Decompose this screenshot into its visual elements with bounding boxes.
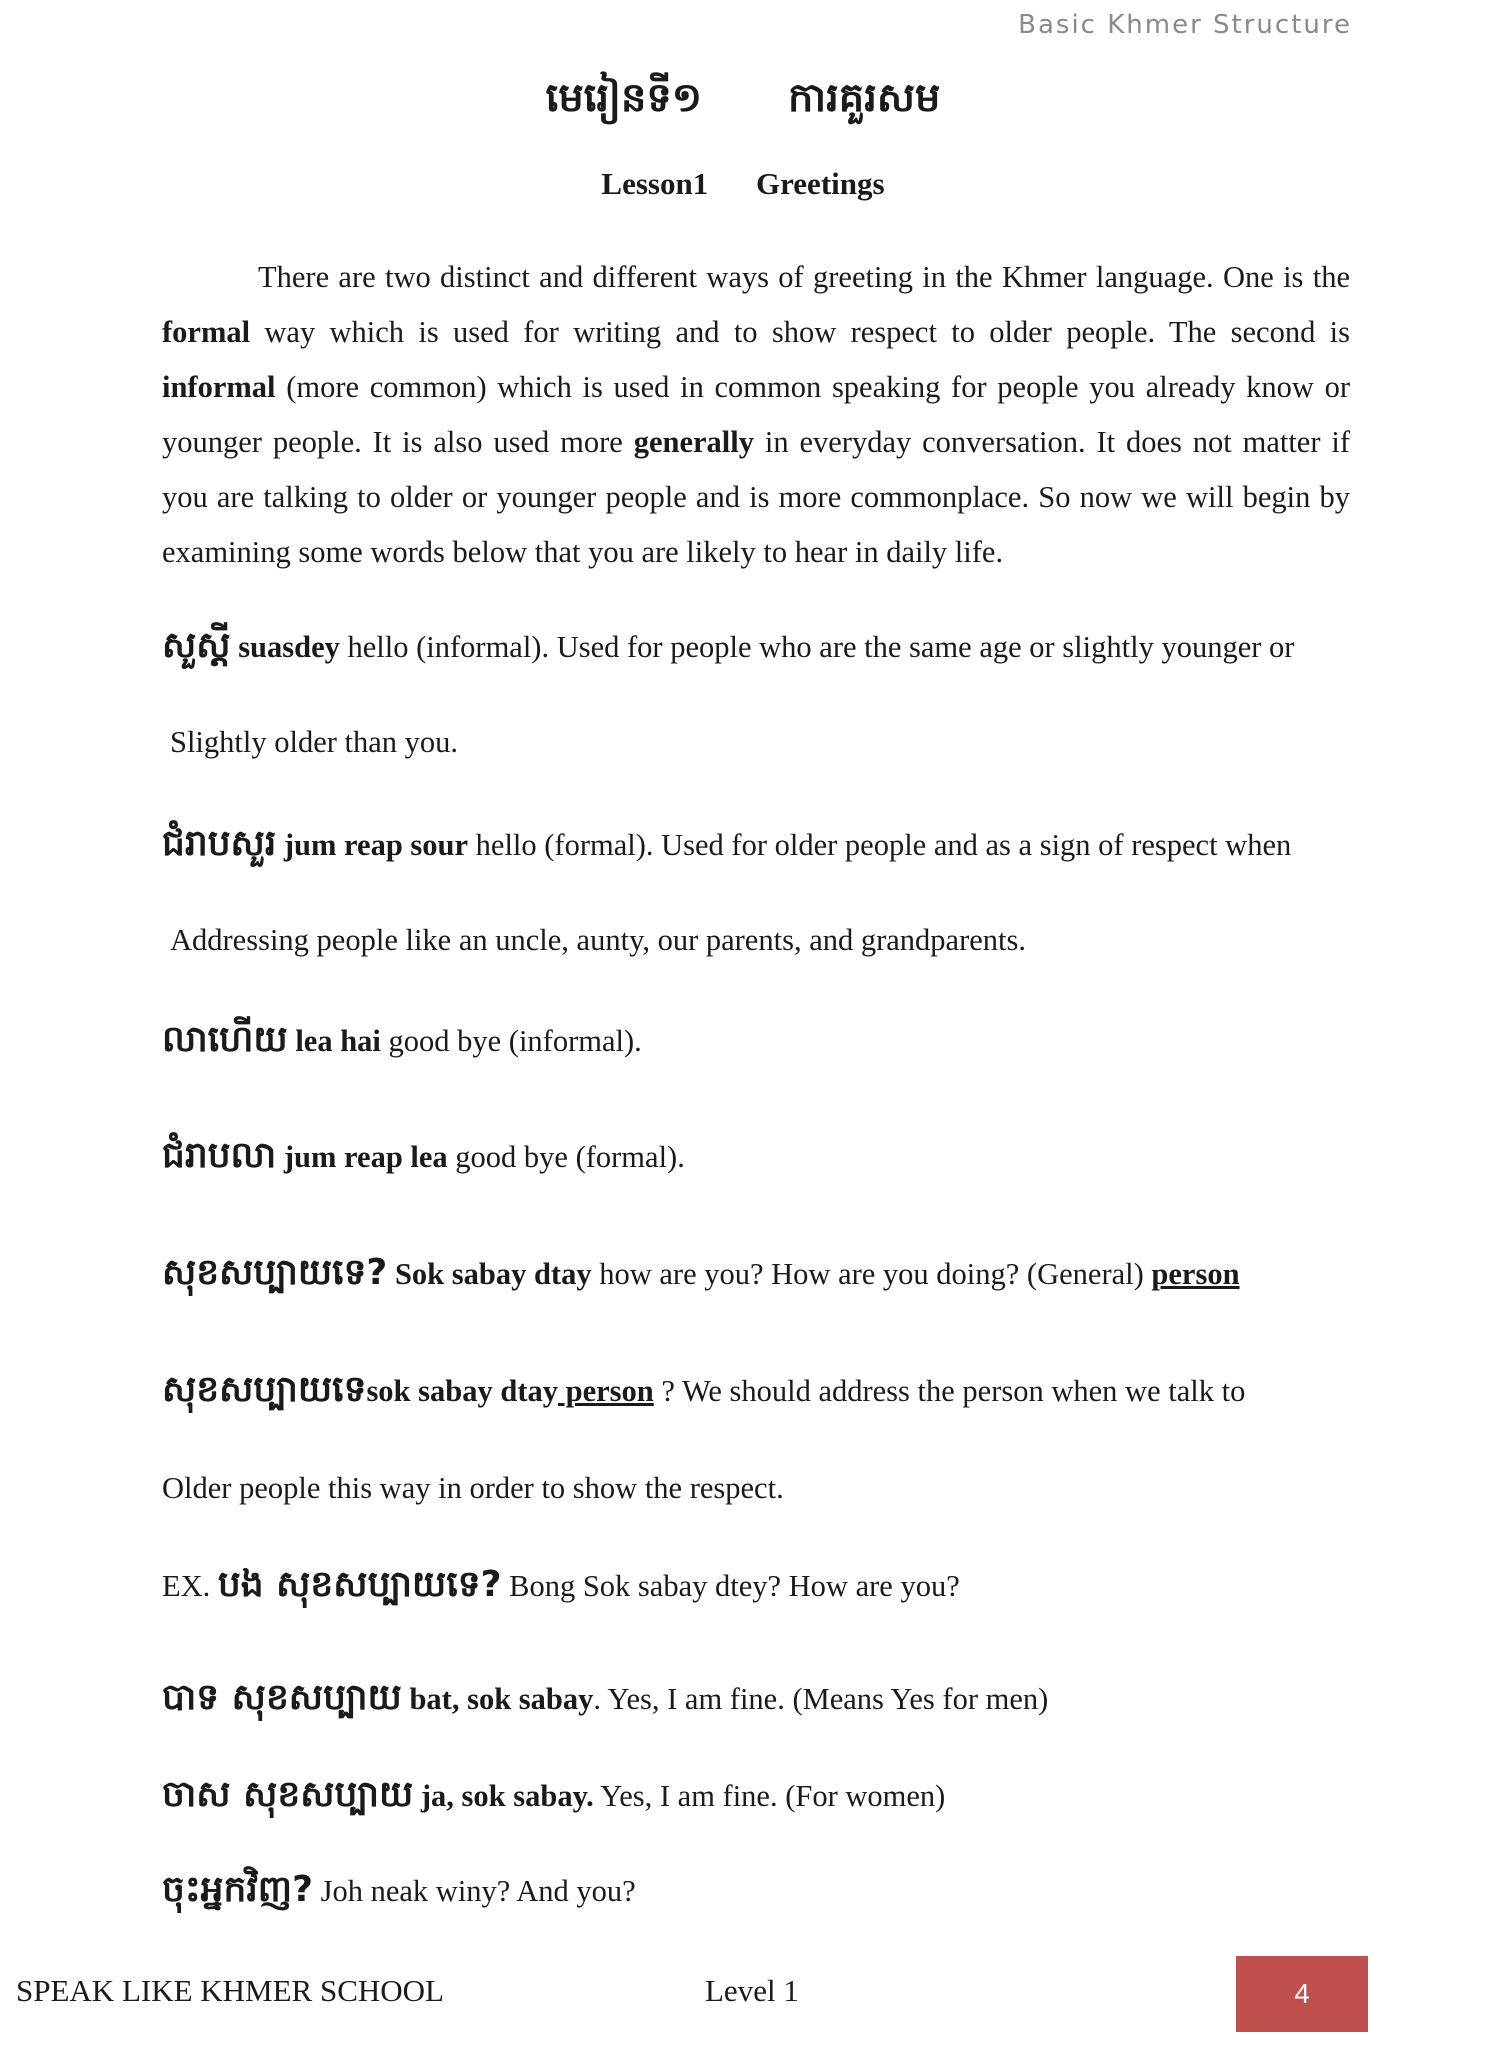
romanization: jum reap lea: [283, 1140, 448, 1174]
underlined-person: person: [557, 1374, 654, 1408]
intro-text-4: in everyday conversation. It does not matter if you are talking to older or younger people and is more commonplace. So now we will begin by examining some words below that you are likely to hear in daily life.: [162, 425, 1351, 569]
entry-jum-reap-sour: [162, 820, 1362, 873]
romanization: bat, sok sabay: [409, 1682, 594, 1716]
khmer-phrase: ចាស សុខសប្បាយ: [162, 1774, 414, 1815]
definition: ? We should address the person when we talk to: [653, 1374, 1246, 1408]
example-prefix: EX.: [162, 1569, 218, 1603]
english-title-left: Lesson1: [601, 166, 709, 201]
definition: hello (formal). Used for older people and as a sign of respect when: [468, 828, 1292, 862]
intro-bold-generally: generally: [633, 425, 754, 459]
entry-joh-neak-winy: [162, 1866, 1362, 1919]
romanization: ja, sok sabay.: [420, 1779, 594, 1813]
running-header: Basic Khmer Structure: [1018, 10, 1352, 40]
khmer-phrase: បង សុខសប្បាយទេ?: [217, 1564, 502, 1605]
intro-text-3: (more common) which is used in common speaking for people you already know or younger people. It is also used more: [162, 370, 1350, 459]
definition: good bye (formal).: [447, 1140, 685, 1174]
entry-jum-reap-lea: [162, 1132, 1362, 1185]
khmer-phrase: បាទ សុខសប្បាយ: [162, 1677, 402, 1718]
khmer-word: លាហើយ: [162, 1019, 288, 1060]
khmer-word: ជំរាបសួរ: [162, 823, 277, 864]
entry-sok-sabay-dtay-person-cont: Older people this way in order to show the respect.: [162, 1471, 784, 1505]
intro-bold-formal: formal: [162, 315, 251, 349]
romanization: lea hai: [295, 1024, 381, 1058]
intro-paragraph: [162, 250, 1350, 580]
definition: Joh neak winy? And you?: [312, 1874, 636, 1908]
english-title-right: Greetings: [755, 166, 885, 201]
underlined-person: person: [1151, 1257, 1240, 1291]
definition: . Yes, I am fine. (Means Yes for men): [593, 1682, 1049, 1716]
khmer-phrase: ចុះអ្នកវិញ?: [162, 1869, 313, 1910]
page-number: 4: [1294, 1978, 1310, 2009]
intro-text-1: There are two distinct and different ways of greeting in the Khmer language. One is the: [258, 260, 1350, 294]
khmer-word: សុខសប្បាយទេ?: [162, 1252, 388, 1293]
definition: how are you? How are you doing? (General): [591, 1257, 1152, 1291]
khmer-title-right: ការគួរសម: [788, 75, 941, 121]
romanization: suasdey: [238, 630, 340, 664]
footer-level: Level 1: [705, 1973, 799, 2008]
definition: Yes, I am fine. (For women): [593, 1779, 946, 1813]
page-number-box: [1236, 1956, 1368, 2032]
khmer-word: សួស្តី: [162, 625, 231, 666]
entry-bat-sok-sabay: [162, 1674, 1362, 1727]
entry-lea-hai: [162, 1016, 1362, 1069]
khmer-word: ជំរាបលា: [162, 1135, 277, 1176]
romanization: Sok sabay dtay: [394, 1257, 592, 1291]
entry-sok-sabay-dtay: [162, 1249, 1362, 1302]
entry-suasdey-cont: Slightly older than you.: [170, 725, 459, 759]
romanization: jum reap sour: [283, 828, 469, 862]
definition: good bye (informal).: [380, 1024, 642, 1058]
entry-example: [162, 1561, 1362, 1614]
khmer-word: សុខសប្បាយទេ: [162, 1369, 367, 1410]
footer-school-name: SPEAK LIKE KHMER SCHOOL: [16, 1973, 444, 2008]
khmer-title-left: មេរៀនទី១: [545, 75, 703, 121]
english-title: [0, 166, 1486, 202]
definition: hello (informal). Used for people who are the same age or slightly younger or: [339, 630, 1295, 664]
romanization: sok sabay dtay: [366, 1374, 558, 1408]
entry-suasdey: [162, 622, 1362, 675]
entry-ja-sok-sabay: [162, 1771, 1362, 1824]
entry-sok-sabay-dtay-person: [162, 1366, 1362, 1419]
intro-text-2: way which is used for writing and to show respect to older people. The second is: [250, 315, 1350, 349]
entry-jum-reap-sour-cont: Addressing people like an uncle, aunty, our parents, and grandparents.: [170, 923, 1026, 957]
khmer-title: [0, 72, 1486, 131]
definition: Bong Sok sabay dtey? How are you?: [501, 1569, 960, 1603]
intro-bold-informal: informal: [162, 370, 276, 404]
